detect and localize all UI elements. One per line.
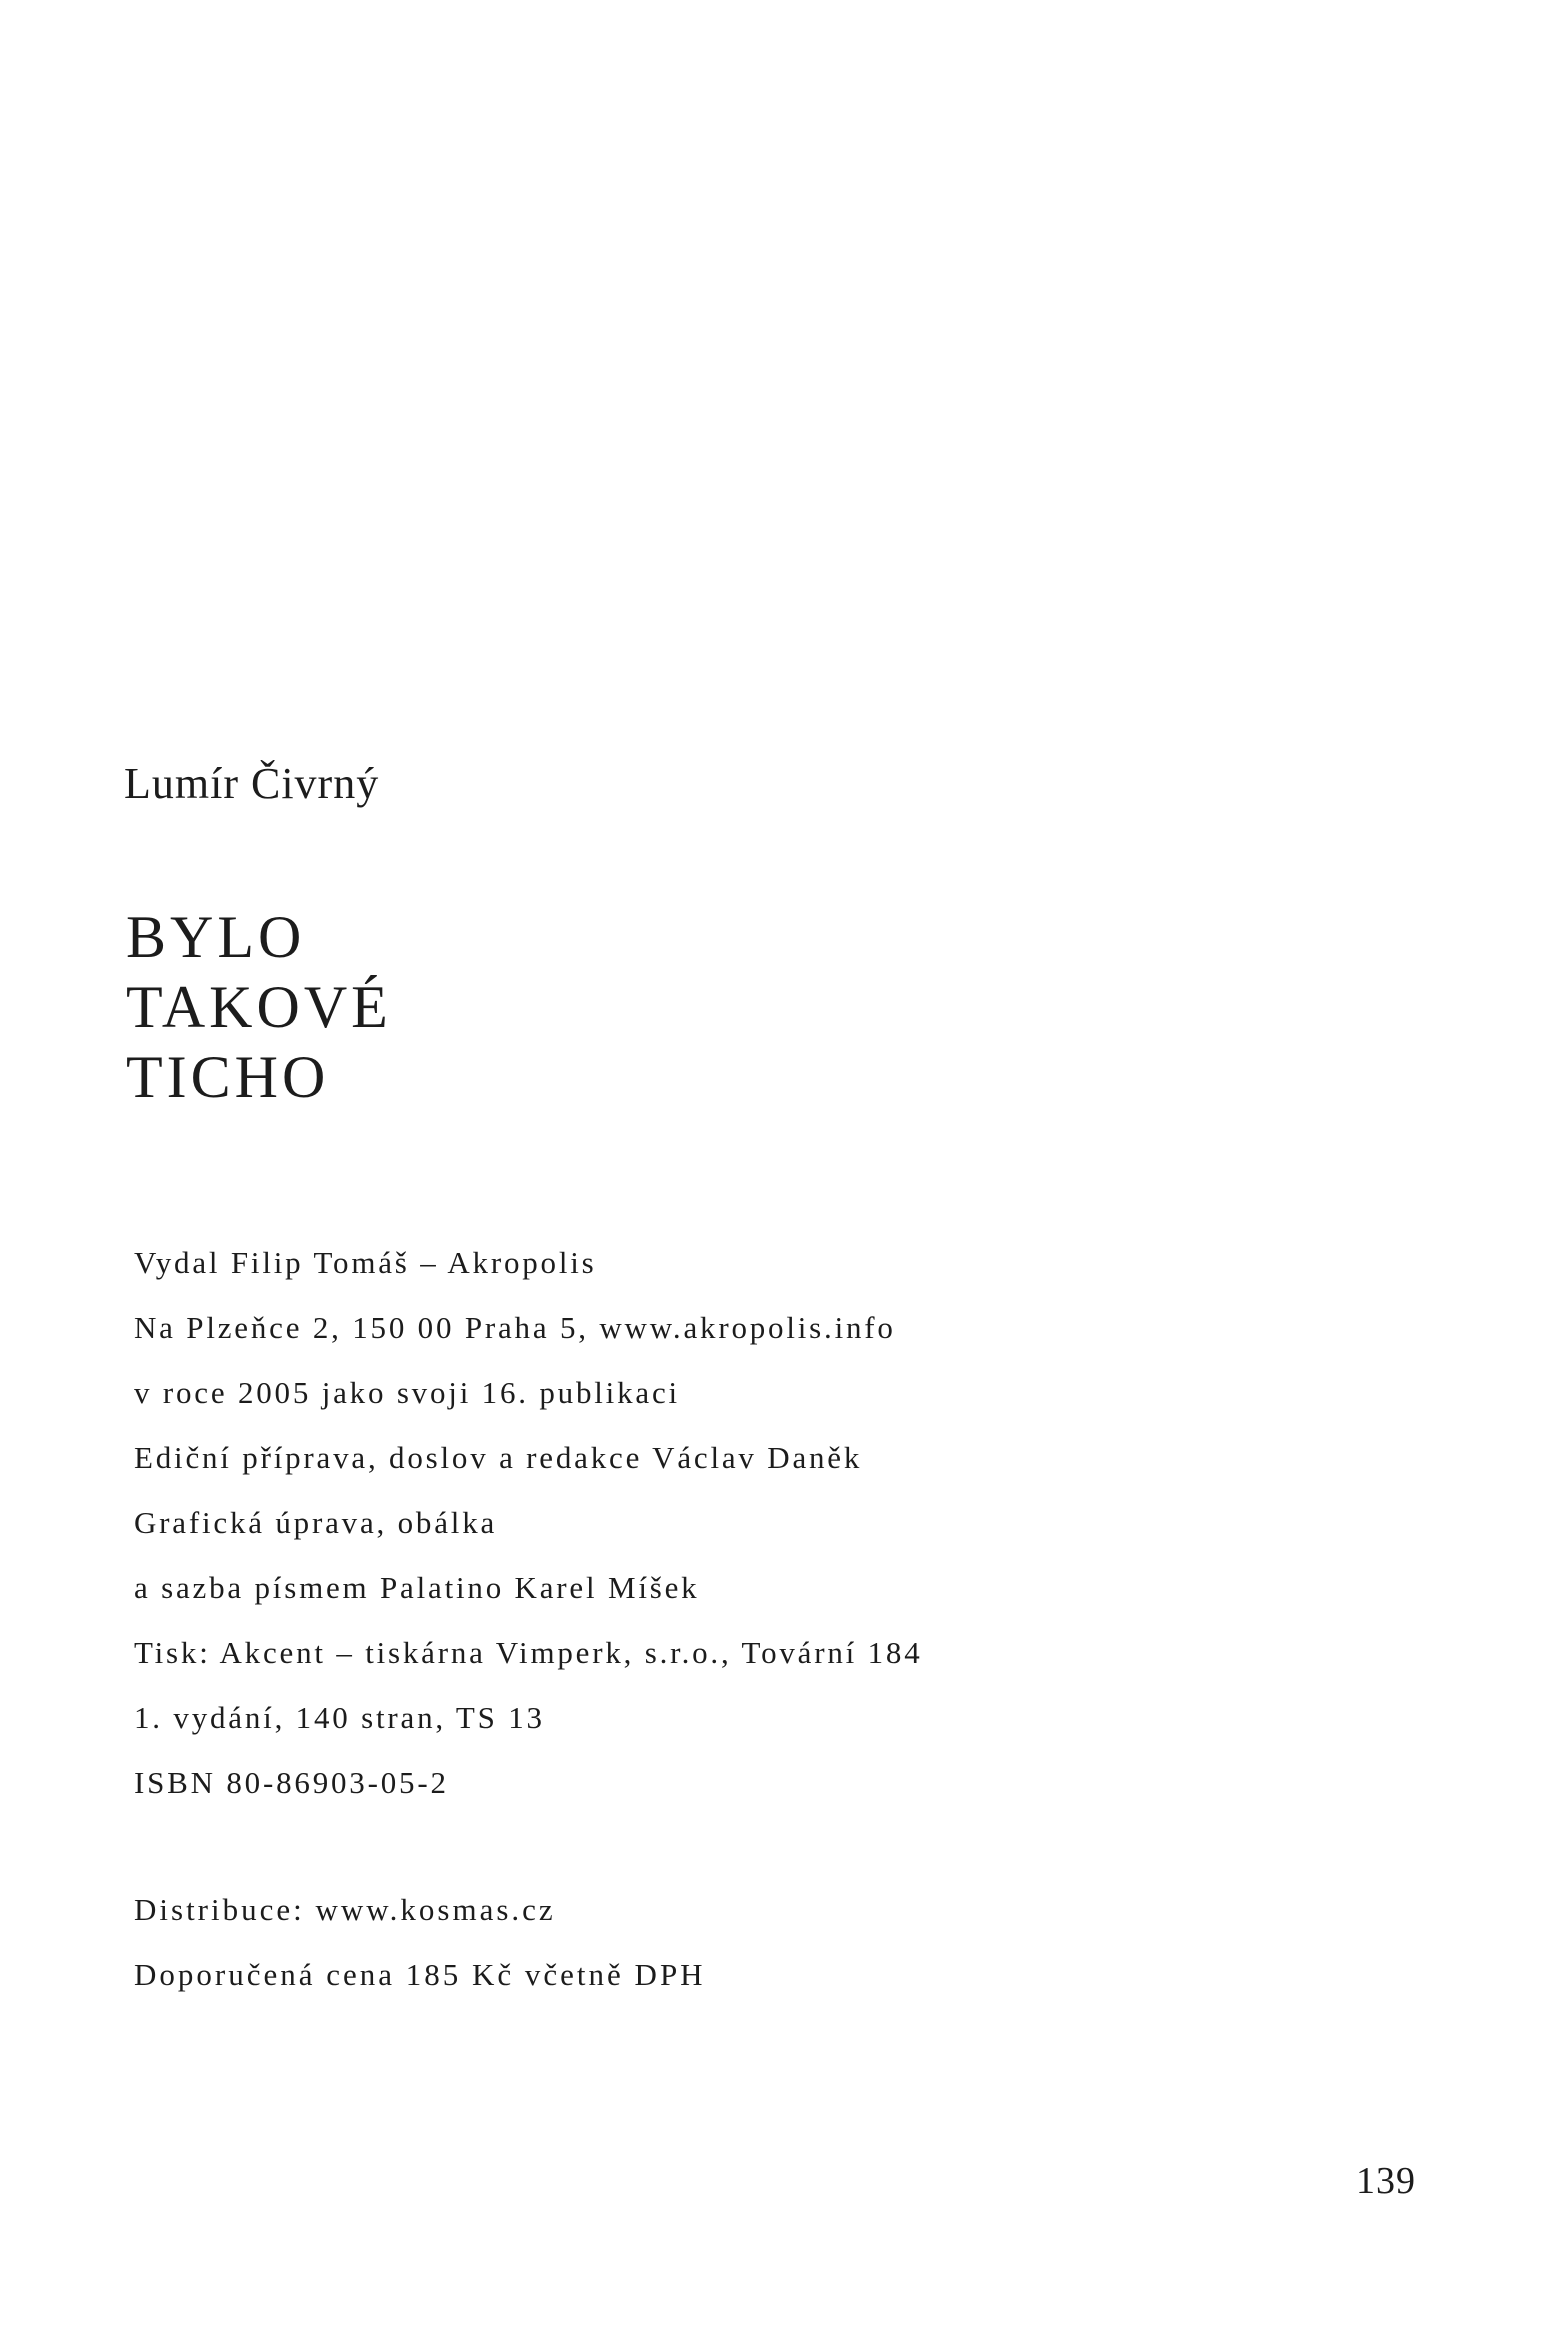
imprint-printer: Tisk: Akcent – tiskárna Vimperk, s.r.o., Tovární 184 <box>134 1635 923 1670</box>
imprint-edition: 1. vydání, 140 stran, TS 13 <box>134 1700 545 1735</box>
recommended-price: Doporučená cena 185 Kč včetně DPH <box>134 1957 706 1992</box>
title-line: TAKOVÉ <box>126 974 392 1040</box>
imprint-block <box>134 1243 923 1828</box>
title-line: TICHO <box>126 1044 330 1110</box>
page-number: 139 <box>1356 2160 1416 2202</box>
author-name: Lumír Čivrný <box>124 759 380 808</box>
imprint-isbn: ISBN 80-86903-05-2 <box>134 1765 449 1800</box>
distribution-info: Distribuce: www.kosmas.cz <box>134 1892 556 1927</box>
imprint-address: Na Plzeňce 2, 150 00 Praha 5, www.akropolis.info <box>134 1310 896 1345</box>
distribution-block <box>134 1890 706 2020</box>
title-line: BYLO <box>126 904 306 970</box>
imprint-typesetting: a sazba písmem Palatino Karel Míšek <box>134 1570 700 1605</box>
imprint-publisher: Vydal Filip Tomáš – Akropolis <box>134 1245 597 1280</box>
imprint-year: v roce 2005 jako svoji 16. publikaci <box>134 1375 680 1410</box>
imprint-editor: Ediční příprava, doslov a redakce Václav Daněk <box>134 1440 863 1475</box>
book-title <box>126 902 392 1112</box>
imprint-graphics: Grafická úprava, obálka <box>134 1505 498 1540</box>
